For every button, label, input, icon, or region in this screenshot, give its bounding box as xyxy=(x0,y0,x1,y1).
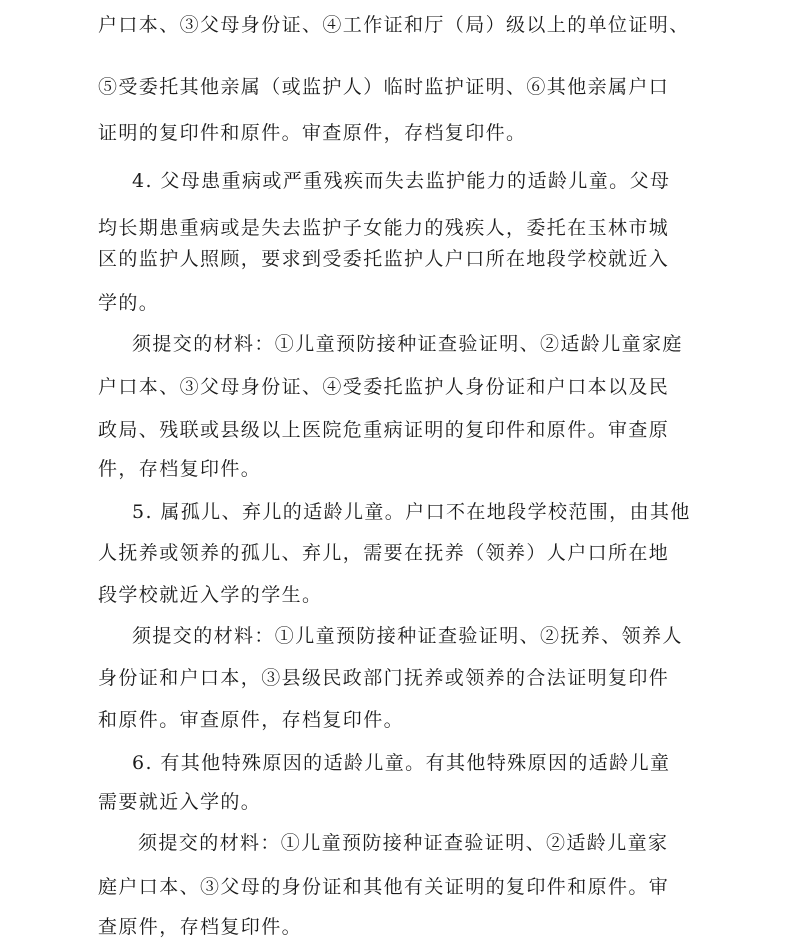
text-line: 均长期患重病或是失去监护子女能力的残疾人，委托在玉林市城 xyxy=(98,217,670,239)
text-line: 学的。 xyxy=(98,292,160,314)
materials-paragraph: 须提交的材料：①儿童预防接种证查验证明、②抚养、领养人 xyxy=(132,625,683,647)
materials-paragraph: 须提交的材料：①儿童预防接种证查验证明、②适龄儿童家庭 xyxy=(132,333,683,355)
materials-paragraph: 须提交的材料：①儿童预防接种证查验证明、②适龄儿童家 xyxy=(138,832,669,854)
text-line: 政局、残联或县级以上医院危重病证明的复印件和原件。审查原 xyxy=(98,419,670,441)
text-line: ⑤受委托其他亲属（或监护人）临时监护证明、⑥其他亲属户口 xyxy=(98,76,670,98)
text-line: 庭户口本、③父母的身份证和其他有关证明的复印件和原件。审 xyxy=(98,876,670,898)
section-heading-6: 6. 有其他特殊原因的适龄儿童。有其他特殊原因的适龄儿童 xyxy=(132,752,671,774)
text-line: 和原件。审查原件，存档复印件。 xyxy=(98,709,405,731)
text-line: 件，存档复印件。 xyxy=(98,458,262,480)
section-heading-5: 5. 属孤儿、弃儿的适龄儿童。户口不在地段学校范围，由其他 xyxy=(132,501,691,523)
text-line: 区的监护人照顾，要求到受委托监护人户口所在地段学校就近入 xyxy=(98,248,670,270)
text-line: 人抚养或领养的孤儿、弃儿，需要在抚养（领养）人户口所在地 xyxy=(98,542,670,564)
text-line: 户口本、③父母身份证、④受委托监护人身份证和户口本以及民 xyxy=(98,376,670,398)
text-line: 段学校就近入学的学生。 xyxy=(98,584,323,606)
text-line: 身份证和户口本，③县级民政部门抚养或领养的合法证明复印件 xyxy=(98,667,670,689)
text-line: 证明的复印件和原件。审查原件，存档复印件。 xyxy=(98,122,527,144)
text-line: 需要就近入学的。 xyxy=(98,791,262,813)
text-line: 户口本、③父母身份证、④工作证和厅（局）级以上的单位证明、 xyxy=(98,14,690,36)
section-heading-4: 4. 父母患重病或严重残疾而失去监护能力的适龄儿童。父母 xyxy=(132,170,671,192)
text-line: 查原件，存档复印件。 xyxy=(98,916,303,938)
